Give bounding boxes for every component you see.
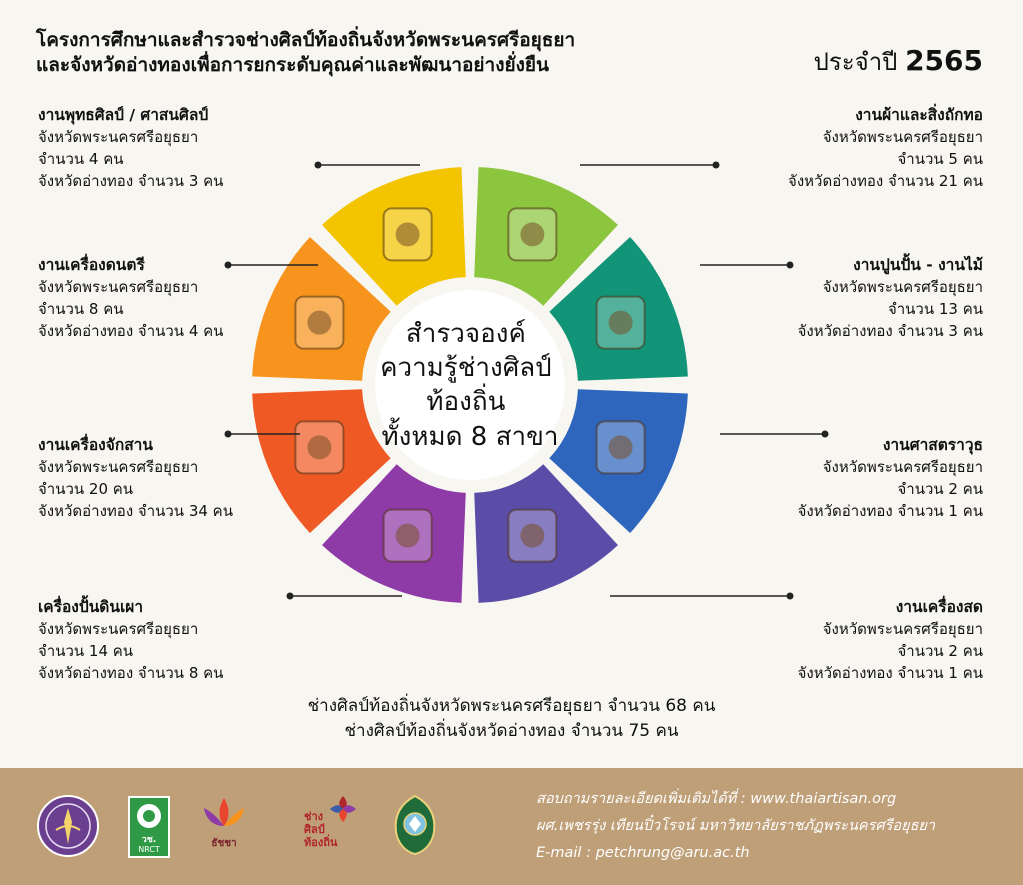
carved-mirror-icon (597, 297, 645, 349)
branch-province-2: จังหวัดอ่างทอง จำนวน 8 คน (38, 664, 224, 682)
artisan-text-1: ช่าง (304, 810, 324, 823)
branch-province-2: จังหวัดอ่างทอง จำนวน 1 คน (797, 502, 983, 520)
woven-cloth-icon (508, 208, 556, 260)
center-line-1: สำรวจองค์ (405, 319, 526, 349)
nrct-text-2: NRCT (138, 845, 160, 854)
nrct-text-1: วช. (141, 835, 157, 845)
branch-count-1: จำนวน 2 คน (897, 480, 983, 498)
branch-name: งานศาสตราวุธ (882, 436, 983, 454)
branch-label-stucco-wood (798, 254, 983, 342)
university-logo-icon (390, 794, 440, 856)
artisan-text-3: ท้องถิ่น (304, 836, 338, 849)
branch-name: งานผ้าและสิ่งถักทอ (855, 106, 983, 124)
lotus-logo-icon (198, 794, 250, 832)
branch-label-buddhist-art (38, 104, 223, 192)
clay-teapot-icon (384, 510, 432, 562)
thai-gong-icon (295, 297, 343, 349)
fund-logo (196, 794, 252, 858)
branch-province-1: จังหวัดพระนครศรีอยุธยา (822, 278, 983, 296)
branch-province-2: จังหวัดอ่างทอง จำนวน 21 คน (788, 172, 983, 190)
leader-dot-pottery (287, 593, 294, 600)
title-line-1: โครงการศึกษาและสำรวจช่างศิลป์ท้องถิ่นจังหวัดพระนครศรีอยุธยา (36, 29, 576, 51)
branch-province-1: จังหวัดพระนครศรีอยุธยา (38, 458, 199, 476)
center-line-2: ความรู้ช่างศิลป์ (380, 353, 552, 383)
branch-province-2: จังหวัดอ่างทอง จำนวน 3 คน (797, 322, 983, 340)
fresh-craft-icon (508, 510, 556, 562)
nrct-logo (128, 796, 170, 858)
branch-label-musical-instruments (38, 254, 223, 342)
branch-province-1: จังหวัดพระนครศรีอยุธยา (38, 278, 199, 296)
artisan-logo (304, 794, 360, 858)
center-line-3: ท้องถิ่น (426, 387, 506, 417)
title-line-2: และจังหวัดอ่างทองเพื่อการยกระดับคุณค่าและพัฒนาอย่างยั่งยืน (36, 54, 550, 76)
footer (0, 768, 1023, 885)
branch-count-1: จำนวน 14 คน (38, 642, 134, 660)
summary-line-2: ช่างศิลป์ท้องถิ่นจังหวัดอ่างทอง จำนวน 75 คน (344, 721, 679, 741)
branch-label-pottery (38, 596, 223, 684)
branch-province-2: จังหวัดอ่างทอง จำนวน 4 คน (38, 322, 224, 340)
leader-dot-buddhist-art (315, 162, 322, 169)
summary (0, 694, 1023, 744)
branch-name: งานเครื่องดนตรี (38, 256, 145, 274)
leader-dot-fresh-craft (787, 593, 794, 600)
contact-person: ผศ.เพชรรุ่ง เทียนปิ๋วโรจน์ มหาวิทยาลัยราชภัฏพระนครศรีอยุธยา (536, 818, 936, 834)
branch-province-2: จังหวัดอ่างทอง จำนวน 3 คน (38, 172, 224, 190)
contact-website: สอบถามรายละเอียดเพิ่มเติมได้ที่ : www.thaiartisan.org (536, 791, 897, 807)
summary-line-1: ช่างศิลป์ท้องถิ่นจังหวัดพระนครศรีอยุธยา จำนวน 68 คน (307, 696, 716, 716)
branch-count-1: จำนวน 13 คน (887, 300, 983, 318)
branch-province-1: จังหวัดพระนครศรีอยุธยา (822, 620, 983, 638)
branch-name: งานปูนปั้น - งานไม้ (853, 256, 983, 274)
contact-email: E-mail : petchrung@aru.ac.th (536, 845, 750, 861)
branch-province-2: จังหวัดอ่างทอง จำนวน 1 คน (797, 664, 983, 682)
branch-province-1: จังหวัดพระนครศรีอยุธยา (38, 128, 199, 146)
branch-province-1: จังหวัดพระนครศรีอยุธยา (38, 620, 199, 638)
leader-dot-musical-instruments (225, 262, 232, 269)
leader-dot-stucco-wood (787, 262, 794, 269)
branch-count-1: จำนวน 5 คน (897, 150, 983, 168)
branch-label-basketry (38, 434, 233, 522)
leader-dot-textile (713, 162, 720, 169)
branch-province-1: จังหวัดพระนครศรีอยุธยา (822, 458, 983, 476)
year-prefix: ประจำปี (813, 48, 898, 76)
artisan-text-2: ศิลป์ (304, 823, 325, 836)
woven-basket-icon (295, 421, 343, 473)
knives-icon (597, 421, 645, 473)
branch-name: งานพุทธศิลป์ / ศาสนศิลป์ (38, 106, 209, 124)
branch-label-textile (788, 104, 983, 192)
branch-name: เครื่องปั้นดินเผา (38, 598, 144, 616)
branch-count-1: จำนวน 4 คน (38, 150, 124, 168)
fund-logo-text: ธัชชา (211, 838, 237, 849)
branch-province-2: จังหวัดอ่างทอง จำนวน 34 คน (38, 502, 233, 520)
ministry-seal-logo-icon (36, 794, 100, 858)
nrct-emblem-icon (134, 801, 164, 831)
branch-label-fresh-craft (798, 596, 983, 684)
year-value: 2565 (905, 44, 983, 77)
branch-name: งานเครื่องสด (895, 598, 983, 616)
branch-name: งานเครื่องจักสาน (38, 436, 153, 454)
contact-info (536, 786, 935, 867)
branch-province-1: จังหวัดพระนครศรีอยุธยา (822, 128, 983, 146)
branch-count-1: จำนวน 2 คน (897, 642, 983, 660)
branch-count-1: จำนวน 20 คน (38, 480, 134, 498)
ganesha-statue-icon (384, 208, 432, 260)
branch-count-1: จำนวน 8 คน (38, 300, 124, 318)
center-line-4: ทั้งหมด 8 สาขา (381, 422, 559, 452)
branch-label-weapons (798, 434, 983, 522)
